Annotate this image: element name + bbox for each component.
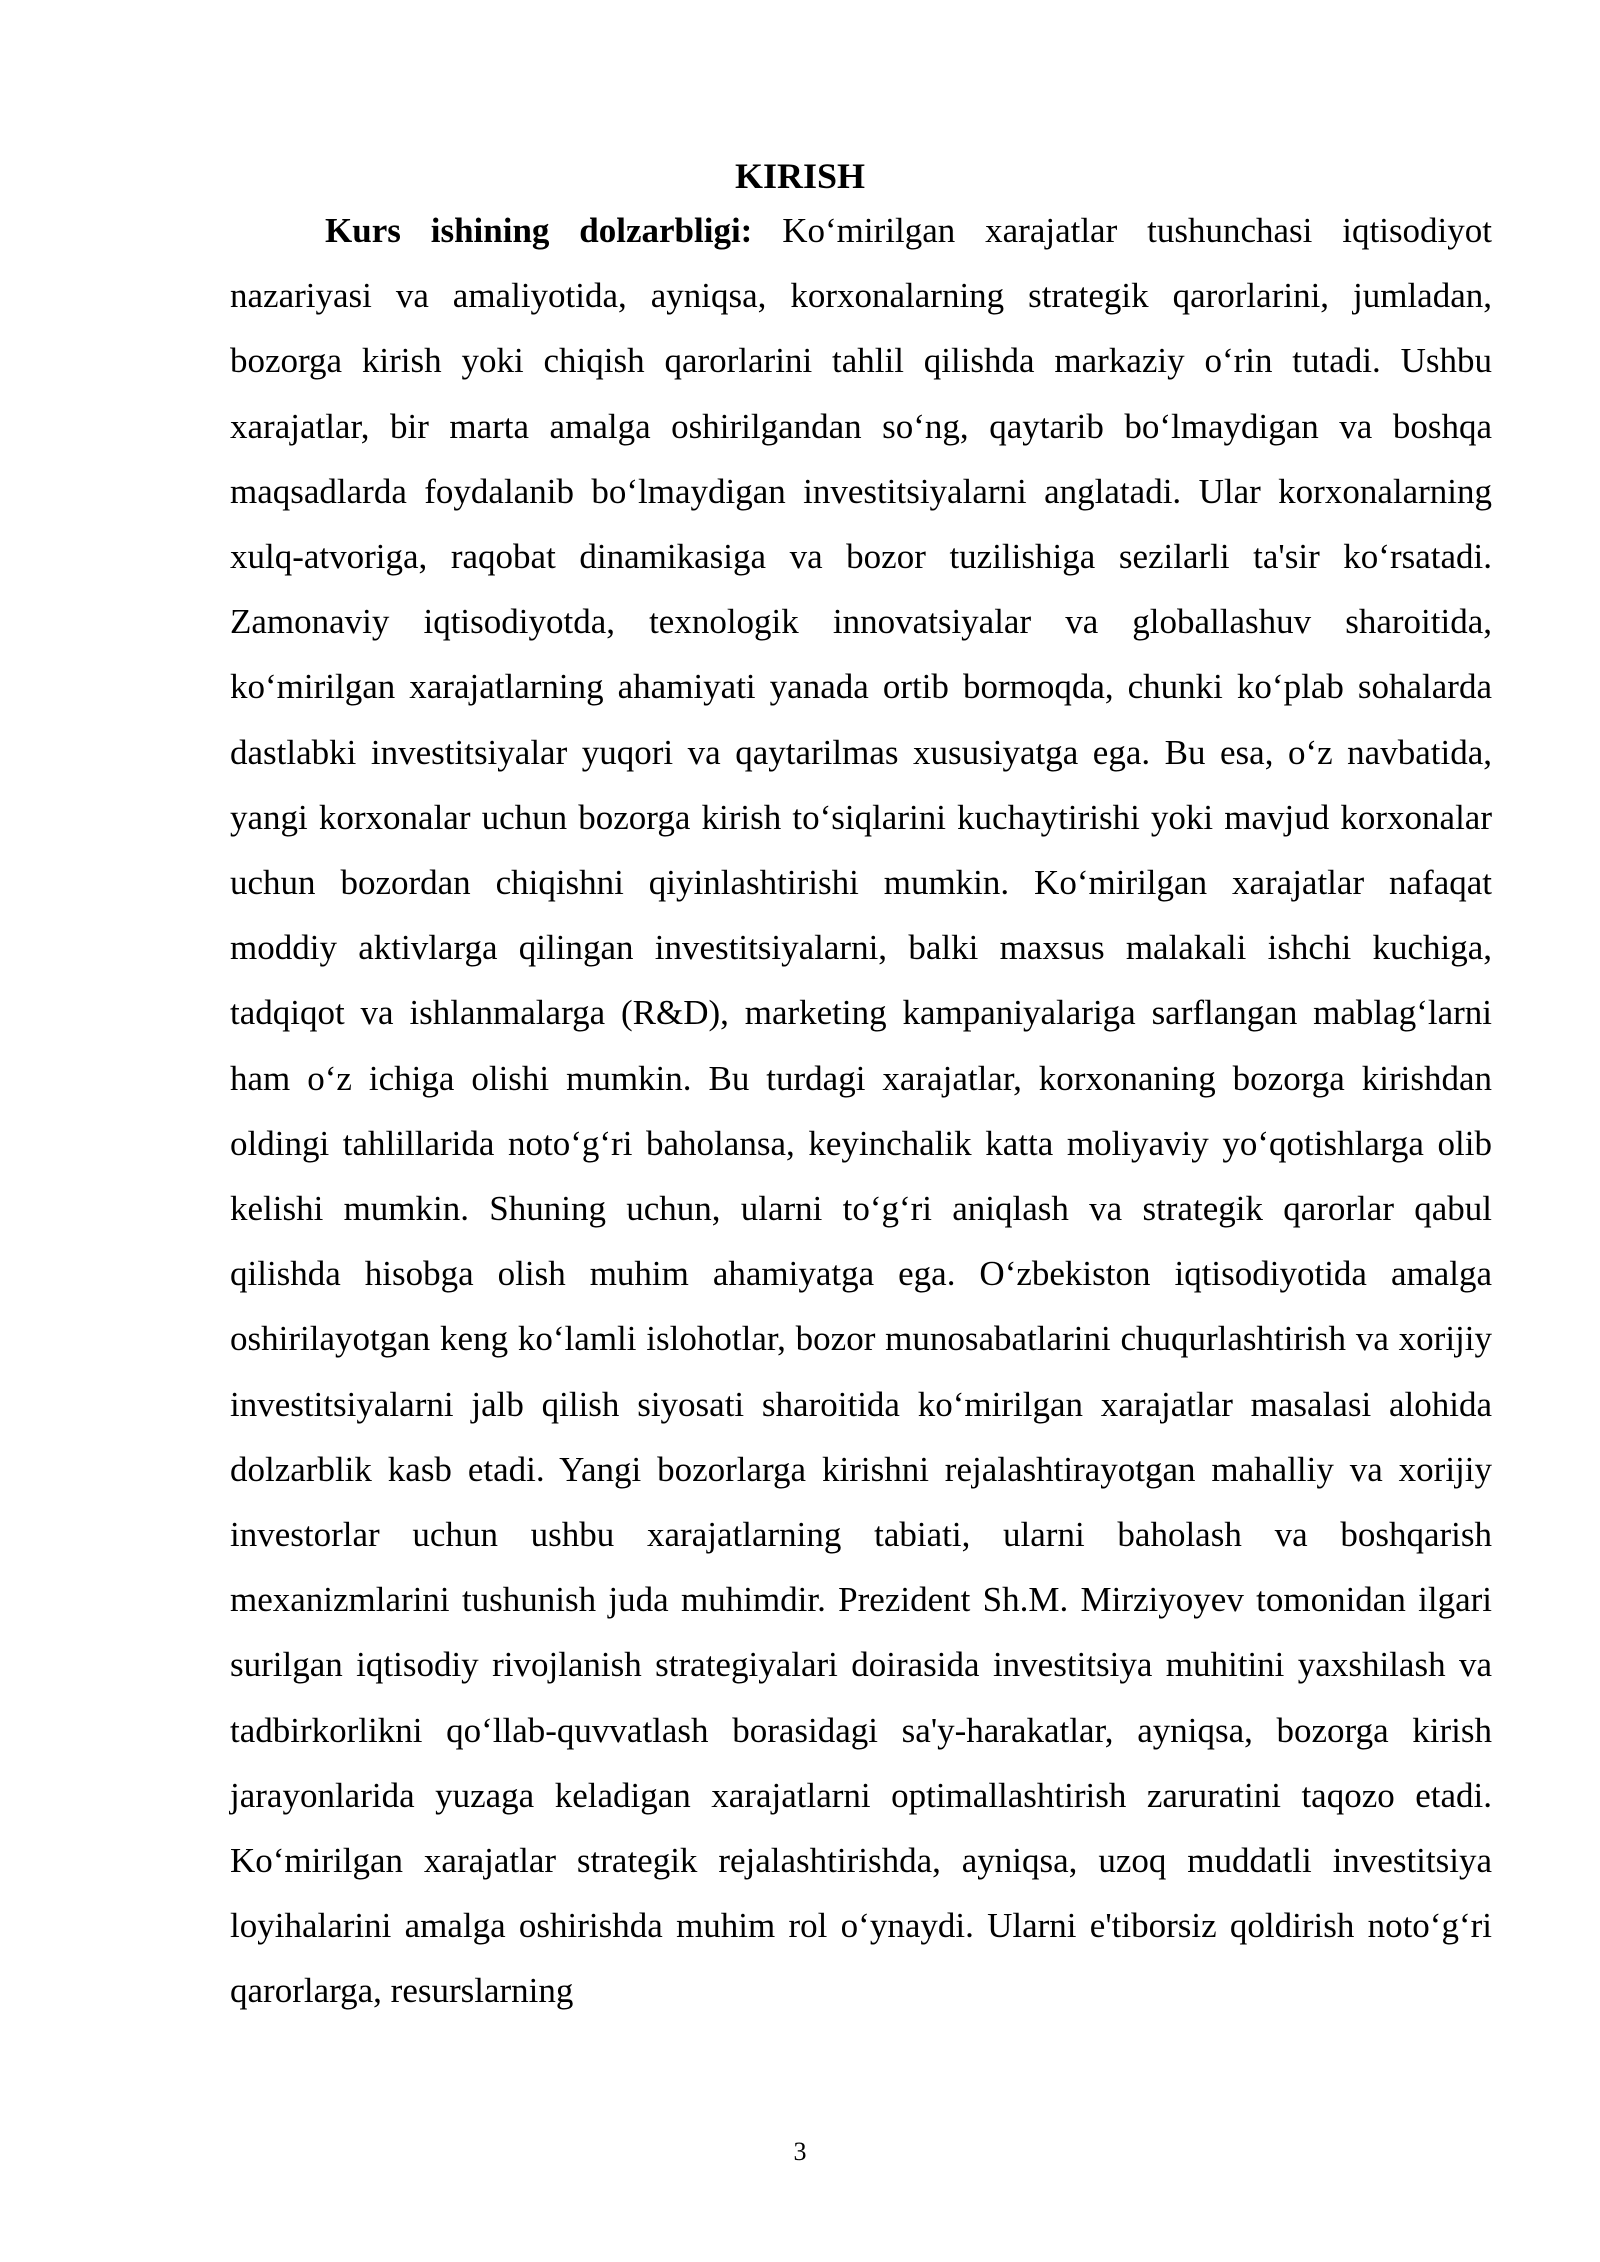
- section-heading: KIRISH: [734, 156, 866, 196]
- page-number: 3: [793, 2137, 807, 2166]
- paragraph-text: Ko‘mirilgan xarajatlar tushunchasi iqtisodiyot nazariyasi va amaliyotida, ayniqsa, korxonalarning strategik qarorlarini, jumladan, bozorga kirish yoki chiqish qarorlarini tahlil qilishda markaziy o‘rin tutadi. Ushbu xarajatlar, bir marta amalga oshirilgandan so‘ng, qaytarib bo‘lmaydigan va boshqa maqsadlarda foydalanib bo‘lmaydigan investitsiyalarni anglatadi. Ular korxonalarning xulq-atvoriga, raqobat dinamikasiga va bozor tuzilishiga sezilarli ta'sir ko‘rsatadi. Zamonaviy iqtisodiyotda, texnologik innovatsiyalar va globallashuv sharoitida, ko‘mirilgan xarajatlarning ahamiyati yanada ortib bormoqda, chunki ko‘plab sohalarda dastlabki investitsiyalar yuqori va qaytarilmas xususiyatga ega. Bu esa, o‘z navbatida, yangi korxonalar uchun bozorga kirish to‘siqlarini kuchaytirishi yoki mavjud korxonalar uchun bozordan chiqishni qiyinlashtirishi mumkin. Ko‘mirilgan xarajatlar nafaqat moddiy aktivlarga qilingan investitsiyalarni, balki maxsus malakali ishchi kuchiga, tadqiqot va ishlanmalarga (R&D), marketing kampaniyalariga sarflangan mablag‘larni ham o‘z ichiga olishi mumkin. Bu turdagi xarajatlar, korxonaning bozorga kirishdan oldingi tahlillarida noto‘g‘ri baholansa, keyinchalik katta moliyaviy yo‘qotishlarga olib kelishi mumkin. Shuning uchun, ularni to‘g‘ri aniqlash va strategik qarorlar qabul qilishda hisobga olish muhim ahamiyatga ega. O‘zbekiston iqtisodiyotida amalga oshirilayotgan keng ko‘lamli islohotlar, bozor munosabatlarini chuqurlashtirish va xorijiy investitsiyalarni jalb qilish siyosati sharoitida ko‘mirilgan xarajatlar masalasi alohida dolzarblik kasb etadi. Yangi bozorlarga kirishni rejalashtirayotgan mahalliy va xorijiy investorlar uchun ushbu xarajatlarning tabiati, ularni baholash va boshqarish mexanizmlarini tushunish juda muhimdir. Prezident Sh.M. Mirziyoyev tomonidan ilgari surilgan iqtisodiy rivojlanish strategiyalari doirasida investitsiya muhitini yaxshilash va tadbirkorlikni qo‘llab-quvvatlash borasidagi sa'y-harakatlar, ayniqsa, bozorga kirish jarayonlarida yuzaga keladigan xarajatlarni optimallashtirish zaruratini taqozo etadi. Ko‘mirilgan xarajatlar strategik rejalashtirishda, ayniqsa, uzoq muddatli investitsiya loyihalarini amalga oshirishda muhim rol o‘ynaydi. Ularni e'tiborsiz qoldirish noto‘g‘ri qarorlarga, resurslarning: [230, 211, 1493, 2011]
- body-paragraph: [230, 198, 1492, 2024]
- paragraph-lead: Kurs ishining dolzarbligi:: [325, 211, 753, 250]
